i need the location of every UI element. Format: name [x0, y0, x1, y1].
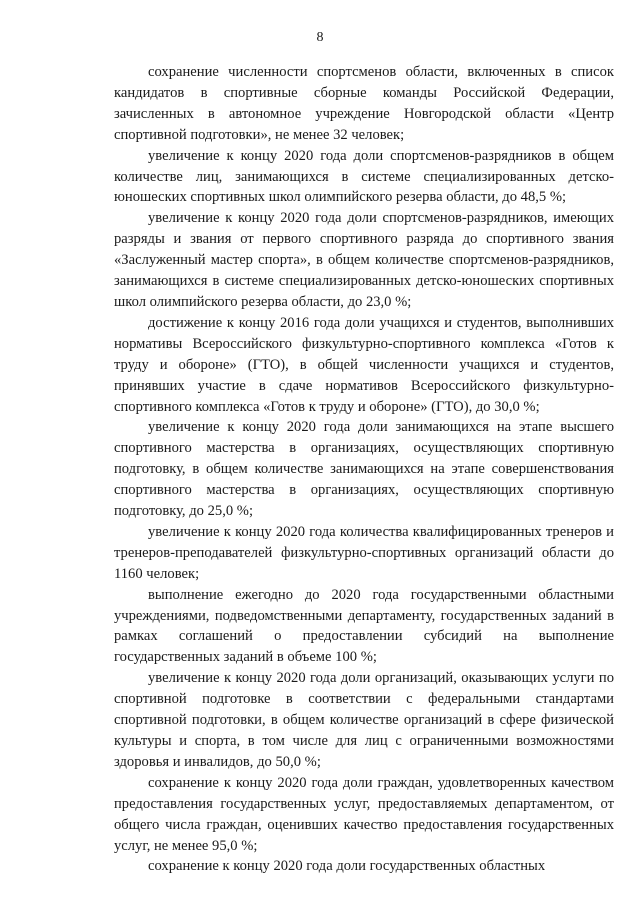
page-number: 8 — [316, 30, 324, 45]
paragraph: увеличение к концу 2020 года доли спортсменов-разрядников, имеющих разряды и звания от первого спортивного разряда до спортивного звания «Заслуженный мастер спорта», в общем количестве спортсменов-разрядников, занимающихся в системе специализированных детско-юношеских спортивных школ олимпийского резерва области, до 23,0 %; — [114, 210, 614, 310]
paragraph: увеличение к концу 2020 года доли организаций, оказывающих услуги по спортивной подготовке в соответствии с федеральными стандартами спортивной подготовки, в общем количестве организаций в сфере физической культуры и спорта, в том числе для лиц с ограниченными возможностями здоровья и инвалидов, до 50,0 %; — [114, 670, 614, 770]
paragraph: достижение к концу 2016 года доли учащихся и студентов, выполнивших нормативы Всероссийского физкультурно-спортивного комплекса «Готов к труду и обороне» (ГТО), в общей численности учащихся и студентов, принявших участие в сдаче нормативов Всероссийского физкультурно-спортивного комплекса «Готов к труду и обороне» (ГТО), до 30,0 %; — [114, 314, 614, 415]
paragraph: сохранение к концу 2020 года доли граждан, удовлетворенных качеством предоставления государственных услуг, предоставляемых департаментом, от общего числа граждан, оценивших качество предоставления государственных услуг, не менее 95,0 %; — [114, 774, 614, 854]
paragraph: увеличение к концу 2020 года доли занимающихся на этапе высшего спортивного мастерства в организациях, осуществляющих спортивную подготовку, в общем количестве занимающихся на этапе совершенствования спортивного мастерства в организациях, осуществляющих спортивную подготовку, до 25,0 %; — [114, 419, 614, 520]
paragraph: выполнение ежегодно до 2020 года государственными областными учреждениями, подведомственными департаменту, государственных заданий в рамках соглашений о предоставлении субсидий на выполнение государственных заданий в объеме 100 %; — [114, 586, 614, 666]
paragraph: увеличение к концу 2020 года количества квалифицированных тренеров и тренеров-преподавателей физкультурно-спортивных организаций области до 1160 человек; — [114, 523, 614, 582]
document-body — [114, 62, 614, 877]
paragraph: увеличение к концу 2020 года доли спортсменов-разрядников в общем количестве лиц, занимающихся в системе специализированных детско-юношеских спортивных школ олимпийского резерва области, до 48,5 %; — [114, 147, 614, 206]
paragraph: сохранение к концу 2020 года доли государственных областных — [148, 858, 546, 875]
paragraph: сохранение численности спортсменов области, включенных в список кандидатов в спортивные сборные команды Российской Федерации, зачисленных в автономное учреждение Новгородской области «Центр спортивной подготовки», не менее 32 человек; — [114, 64, 614, 143]
